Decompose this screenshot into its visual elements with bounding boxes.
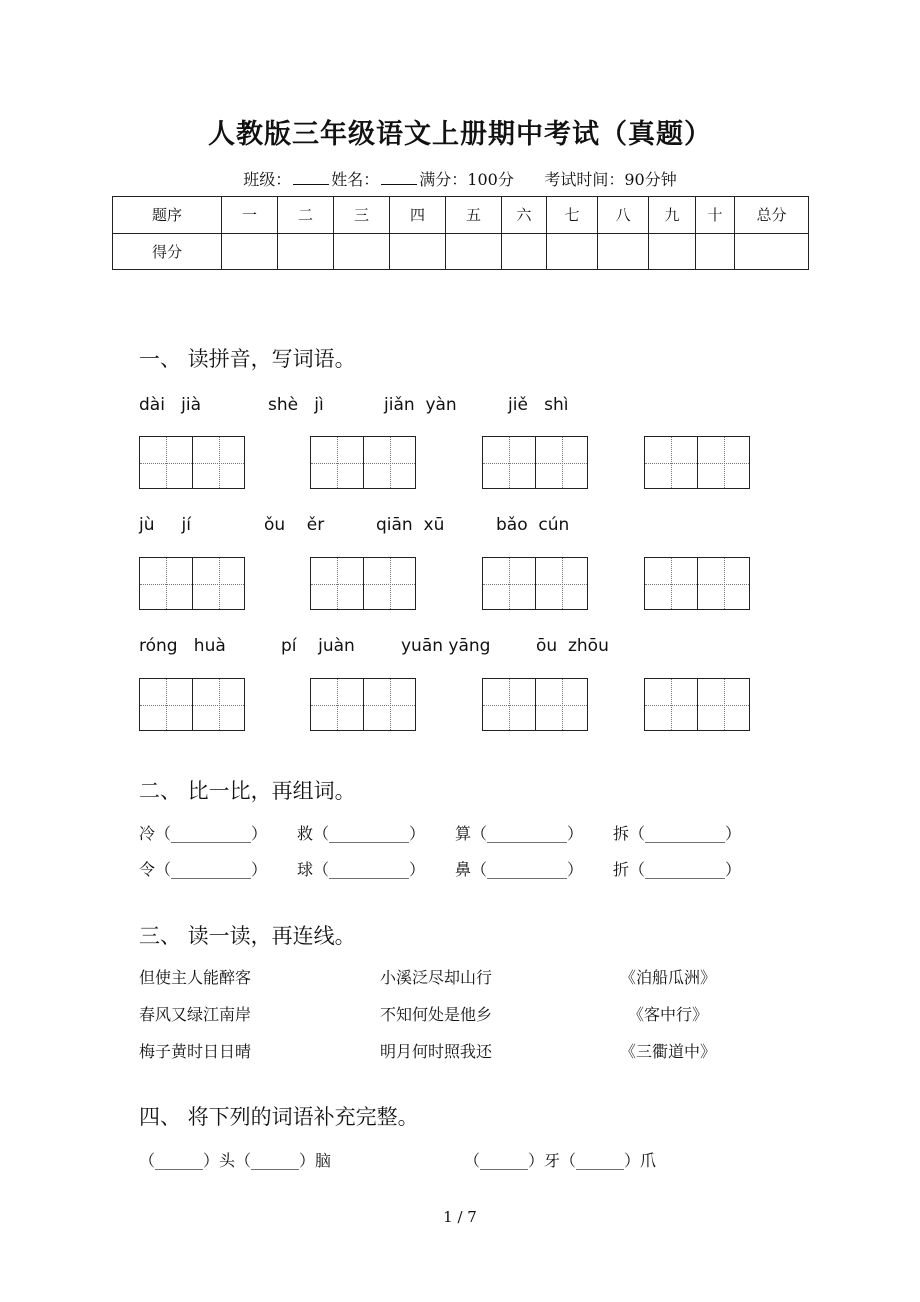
compare-item[interactable]: 冷（__________） <box>139 824 268 843</box>
header-cell: 总分 <box>735 197 809 234</box>
poem-line[interactable]: 明月何时照我还 <box>380 1042 493 1061</box>
header-cell: 二 <box>278 197 334 234</box>
header-cell: 七 <box>547 197 598 234</box>
header-cell: 题序 <box>113 197 222 234</box>
fill-item[interactable]: （______）头（______）脑 <box>139 1151 332 1170</box>
writing-grid[interactable] <box>139 678 245 731</box>
score-cell[interactable] <box>334 233 390 270</box>
pinyin: jù jí <box>139 515 191 535</box>
row-label: 得分 <box>113 233 222 270</box>
compare-item[interactable]: 算（__________） <box>455 824 584 843</box>
writing-grid[interactable] <box>310 678 416 731</box>
writing-grid[interactable] <box>482 557 588 610</box>
writing-grid[interactable] <box>139 436 245 489</box>
section-1-title: 一、 读拼音，写词语。 <box>139 347 356 371</box>
score-table <box>112 196 809 270</box>
compare-item[interactable]: 救（__________） <box>297 824 426 843</box>
score-cell[interactable] <box>735 233 809 270</box>
name-blank[interactable] <box>381 170 417 185</box>
pinyin: pí juàn <box>281 636 355 656</box>
score-cell[interactable] <box>278 233 334 270</box>
writing-grid[interactable] <box>644 436 750 489</box>
poem-title[interactable]: 《泊船瓜洲》 <box>620 968 717 987</box>
writing-grid[interactable] <box>644 678 750 731</box>
compare-item[interactable]: 鼻（__________） <box>455 860 584 879</box>
score-table-header <box>113 197 809 234</box>
header-cell: 四 <box>390 197 446 234</box>
pinyin: qiān xū <box>376 515 445 535</box>
writing-grid[interactable] <box>139 557 245 610</box>
page-number: 1 / 7 <box>443 1208 477 1226</box>
class-label: 班级： <box>243 170 292 189</box>
poem-line[interactable]: 小溪泛尽却山行 <box>380 968 493 987</box>
writing-grid[interactable] <box>644 557 750 610</box>
header-cell: 三 <box>334 197 390 234</box>
section-4-title: 四、 将下列的词语补充完整。 <box>139 1105 419 1129</box>
section-2-title: 二、 比一比，再组词。 <box>139 779 356 803</box>
pinyin: yuān yāng <box>401 636 491 656</box>
pinyin: jiě shì <box>508 395 569 415</box>
poem-line[interactable]: 不知何处是他乡 <box>380 1005 493 1024</box>
compare-item[interactable]: 折（__________） <box>613 860 742 879</box>
compare-item[interactable]: 球（__________） <box>297 860 426 879</box>
header-cell: 九 <box>649 197 696 234</box>
name-label: 姓名： <box>331 170 380 189</box>
score-table-row <box>113 233 809 270</box>
writing-grid[interactable] <box>310 557 416 610</box>
pinyin: jiǎn yàn <box>384 395 457 415</box>
poem-line[interactable]: 春风又绿江南岸 <box>139 1005 252 1024</box>
pinyin: bǎo cún <box>496 515 570 535</box>
compare-item[interactable]: 拆（__________） <box>613 824 742 843</box>
pinyin: dài jià <box>139 395 202 415</box>
pinyin: ǒu ěr <box>264 515 325 535</box>
score-cell[interactable] <box>547 233 598 270</box>
time-label: 考试时间：90分钟 <box>544 170 677 189</box>
compare-item[interactable]: 令（__________） <box>139 860 268 879</box>
score-label: 满分：100分 <box>419 170 514 189</box>
header-cell: 八 <box>598 197 649 234</box>
header-cell: 五 <box>446 197 502 234</box>
score-cell[interactable] <box>390 233 446 270</box>
pinyin: shè jì <box>268 395 324 415</box>
score-cell[interactable] <box>649 233 696 270</box>
fill-item[interactable]: （______）牙（______）爪 <box>464 1151 657 1170</box>
poem-title[interactable]: 《三衢道中》 <box>620 1042 717 1061</box>
exam-info <box>0 167 920 190</box>
writing-grid[interactable] <box>482 678 588 731</box>
header-cell: 一 <box>222 197 278 234</box>
writing-grid[interactable] <box>310 436 416 489</box>
poem-line[interactable]: 梅子黄时日日晴 <box>139 1042 252 1061</box>
score-cell[interactable] <box>696 233 735 270</box>
section-3-title: 三、 读一读，再连线。 <box>139 924 356 948</box>
page-title: 人教版三年级语文上册期中考试（真题） <box>208 119 712 150</box>
header-cell: 六 <box>502 197 547 234</box>
pinyin: róng huà <box>139 636 226 656</box>
poem-title[interactable]: 《客中行》 <box>628 1005 709 1024</box>
pinyin: ōu zhōu <box>536 636 609 656</box>
score-cell[interactable] <box>502 233 547 270</box>
header-cell: 十 <box>696 197 735 234</box>
writing-grid[interactable] <box>482 436 588 489</box>
class-blank[interactable] <box>293 170 329 185</box>
score-cell[interactable] <box>598 233 649 270</box>
score-cell[interactable] <box>222 233 278 270</box>
poem-line[interactable]: 但使主人能醉客 <box>139 968 252 987</box>
score-cell[interactable] <box>446 233 502 270</box>
